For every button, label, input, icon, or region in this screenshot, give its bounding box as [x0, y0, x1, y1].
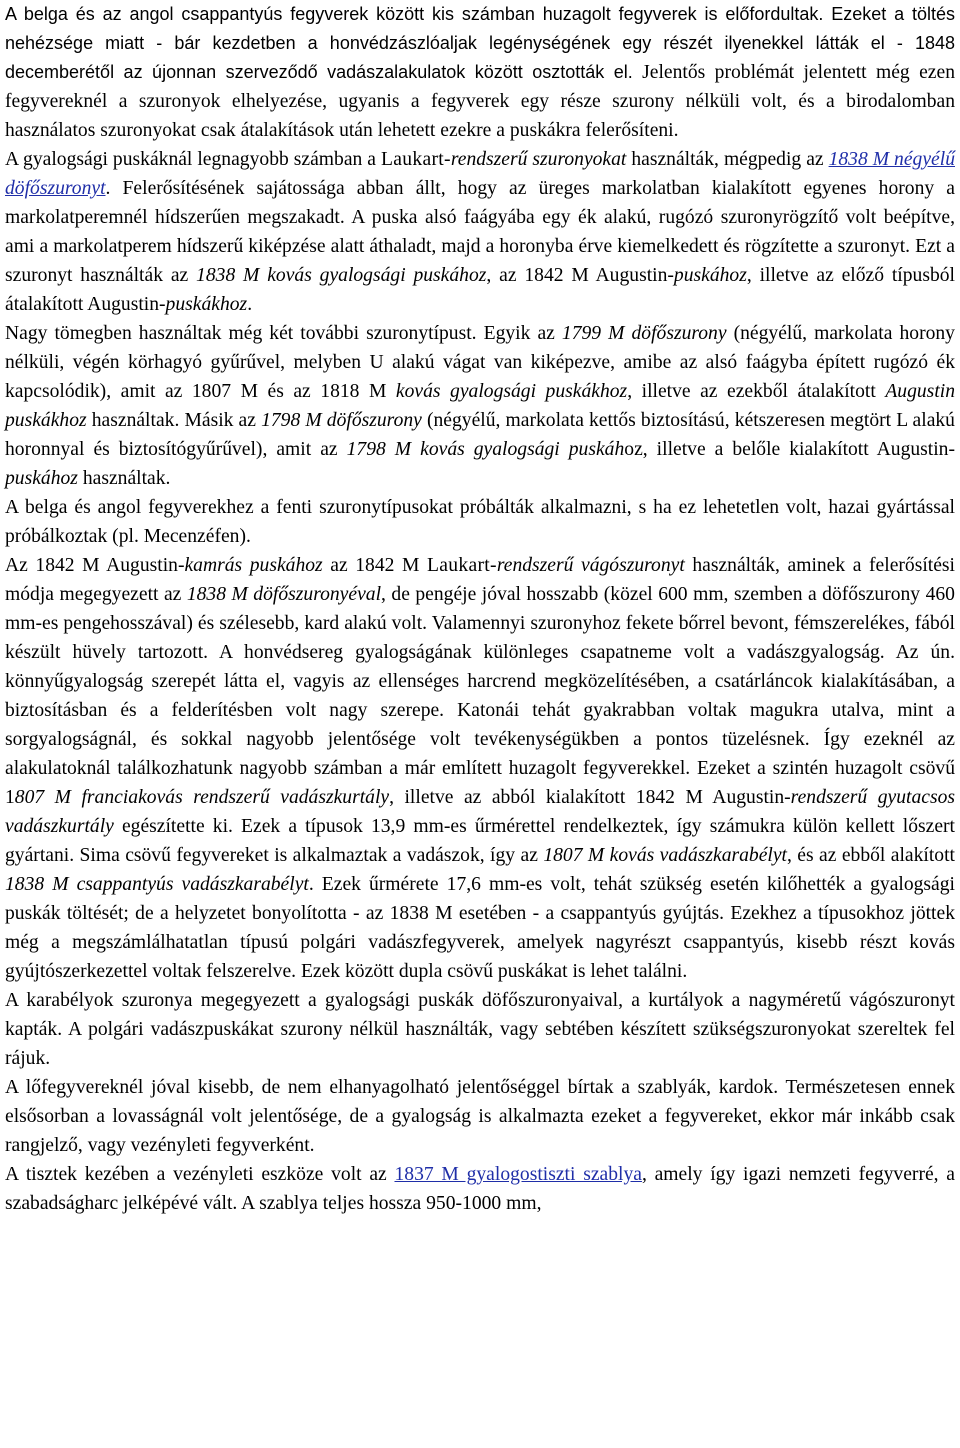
- italic-term: 1838 M csappantyús vadászkarabélyt: [5, 874, 309, 895]
- text-run: . Ezek űrmérete 17,6 mm-es volt, tehát szükség esetén kilőhették a gyalogsági puskák töltését; de a helyzetet bonyolította - az 1838 M esetében - a csappantyús gyújtás. Ezekhez a típusokhoz jöttek még a megszámlálhatatlan típusú polgári vadászfegyverek, amelyek nagyrészt csappantyús, kisebb részt kovás gyújtószerkezettel voltak felszerelve. Ezek között dupla csövű puskákat is lehet találni.: [5, 874, 955, 982]
- link-1838-m-dofoszurony[interactable]: 1838 M négyélű döfőszuronyt: [5, 149, 955, 199]
- text-run: Nagy tömegben használtak még két további szuronytípust. Egyik az: [5, 323, 562, 344]
- italic-term: 1838 M döfőszuronyéval: [186, 584, 382, 605]
- text-run: , illetve az ezekből átalakított: [627, 381, 886, 402]
- text-run: , az 1842 M Augustin-: [486, 265, 674, 286]
- text-run: , illetve az előző típusból átalakított Augustin-: [5, 265, 955, 315]
- paragraph-8: [5, 1160, 955, 1218]
- italic-term: 1799 M döfőszurony: [561, 323, 727, 344]
- text-run: oz, illetve a belőle kialakított Augustin-: [624, 439, 955, 460]
- text-run: egészítette ki. Ezek a típusok 13,9 mm-es űrmérettel rendelkeztek, így számukra külön kellett lőszert gyártani. Sima csövű fegyvereket is alkalmaztak a vadászok, így az: [5, 816, 955, 866]
- italic-term: 1798 M kovás gyalogsági puskáh: [346, 439, 625, 460]
- paragraph-5: [5, 551, 955, 986]
- paragraph-3: [5, 319, 955, 493]
- paragraph-1-rest: Jelentős problémát jelentett még ezen fegyvereknél a szuronyok elhelyezése, ugyanis a fegyverek egy része szurony nélküli volt, és a birodalomban használatos szuronyokat csak átalakítások után lehetett ezekre a puskákra felerősíteni.: [5, 62, 955, 141]
- text-run: .: [247, 294, 253, 315]
- italic-term: rendszerű vágószuronyt: [496, 555, 685, 576]
- text-run: (négyélű, markolata horony nélküli, végén körhagyó gyűrűvel, melyben U alakú vágat van kiképezve, amibe az alsó faágyba épített rugózó ék kapcsolódik), amit az 1807 M és az 1818 M: [5, 323, 955, 402]
- text-run: használtak. Másik az: [86, 410, 262, 431]
- text-run: Laukart-: [427, 555, 497, 576]
- italic-term: 1798 M döfőszurony: [261, 410, 422, 431]
- text-run: (négyélű, markolata kettős biztosítású, kétszeresen megtört L alakú horonnyal és biztosítógyűrűvel), amit az: [5, 410, 955, 460]
- italic-term: kovás gyalogsági puskákhoz: [395, 381, 628, 402]
- text-run: , amely így igazi nemzeti fegyverré, a szabadságharc jelképévé vált. A szablya teljes hossza 950-1000 mm,: [5, 1164, 956, 1214]
- paragraph-1: [5, 0, 955, 145]
- italic-term: 1838 M kovás gyalogsági puskához: [196, 265, 487, 286]
- text-run: az 1842 M: [322, 555, 427, 576]
- text-run: , de pengéje jóval hosszabb (közel 600 mm, szemben a döfőszurony 460 mm-es pengehosszával) és szélesebb, kard alakú volt. Valamennyi szuronyhoz fekete bőrrel bevont, fémszerelékes, fából készült hüvely tartozott. A honvédsereg gyalogságának különleges csapatneme volt a vadászgyalogság. Az ún. könnyűgyalogság szerepét látta el, vagyis az ellenséges harcrend megközelítésében, a csatárláncok kialakításában, a biztosításban és a felderítésben volt nagy szerepe. Katonái tehát gyakrabban voltak magukra utalva, mint a sorgyalogságnál, és sokkal nagyobb jelentősége volt tevékenységükben a pontos tüzelésnek. Így ezeknél az alakulatoknál találkozhatunk nagyobb számban a már említett huzagolt fegyverekkel. Ezeket a szintén huzagolt csövű 1: [5, 584, 955, 808]
- text-run: A gyalogsági puskáknál legnagyobb számban a: [5, 149, 381, 170]
- italic-term: puskához: [673, 265, 747, 286]
- italic-term: 1807 M kovás vadászkarabélyt: [543, 845, 787, 866]
- text-run: használták, mégpedig az: [626, 149, 829, 170]
- text-run: , illetve az abból kialakított 1842 M Augustin-: [389, 787, 791, 808]
- link-1837-m-szablya[interactable]: 1837 M gyalogostiszti szablya: [394, 1164, 642, 1185]
- text-run: Laukart-: [381, 149, 451, 170]
- text-run: A tisztek kezében a vezényleti eszköze volt az: [5, 1164, 395, 1185]
- italic-term: puskához: [5, 468, 78, 489]
- italic-term: 807 M franciakovás rendszerű vadászkurtály: [14, 787, 390, 808]
- text-run: használták, aminek a felerősítési módja megegyezett az: [5, 555, 955, 605]
- text-run: használtak.: [77, 468, 171, 489]
- italic-term: rendszerű gyutacsos vadászkurtály: [5, 787, 955, 837]
- text-run: Az 1842 M Augustin-: [5, 555, 185, 576]
- paragraph-2: [5, 145, 955, 319]
- paragraph-4: A belga és angol fegyverekhez a fenti szuronytípusokat próbálták alkalmazni, s ha ez lehetetlen volt, hazai gyártással próbálkoztak (pl. Mecenzéfen).: [5, 497, 955, 547]
- text-run: . Felerősítésének sajátossága abban állt, hogy az üreges markolatban kialakított egyenes horony a markolatperemnél hídszerűen megszakadt. A puska alsó faágyába egy ék alakú, rugózó szuronyrögzítő volt beépítve, ami a markolatperem hídszerű kiképzése alatt áthaladt, majd a horonyba érve kiemelkedett és rögzítette a szuronyt. Ezt a szuronyt használták az: [5, 178, 955, 286]
- italic-term: Augustin puskákhoz: [5, 381, 955, 431]
- paragraph-1-intro: A belga és az angol csappantyús fegyverek között kis számban huzagolt fegyverek is előfordultak. Ezeket a töltés nehézsége miatt - bár kezdetben a honvédzászlóaljak legénységének egy részét ilyenekkel látták el - 1848 decemberétől az újonnan szerveződő vadászalakulatok között osztották el.: [5, 4, 955, 82]
- paragraph-6: A karabélyok szuronya megegyezett a gyalogsági puskák döfőszuronyaival, a kurtályok a nagyméretű vágószuronyt kapták. A polgári vadászpuskákat szurony nélkül használták, vagy sebtében készített szükségszuronyokat szereltek fel rájuk.: [5, 990, 955, 1069]
- italic-term: kamrás puskához: [184, 555, 323, 576]
- italic-term: rendszerű szuronyokat: [450, 149, 627, 170]
- paragraph-7: A lőfegyvereknél jóval kisebb, de nem elhanyagolható jelentőséggel bírtak a szablyák, kardok. Természetesen ennek elsősorban a lovasságnál volt jelentősége, de a gyalogság is alkalmazta ezeket a fegyvereket, ekkor már inkább csak rangjelző, vagy vezényleti fegyverként.: [5, 1077, 955, 1156]
- italic-term: puskákhoz: [165, 294, 248, 315]
- text-run: , és az ebből alakított: [787, 845, 955, 866]
